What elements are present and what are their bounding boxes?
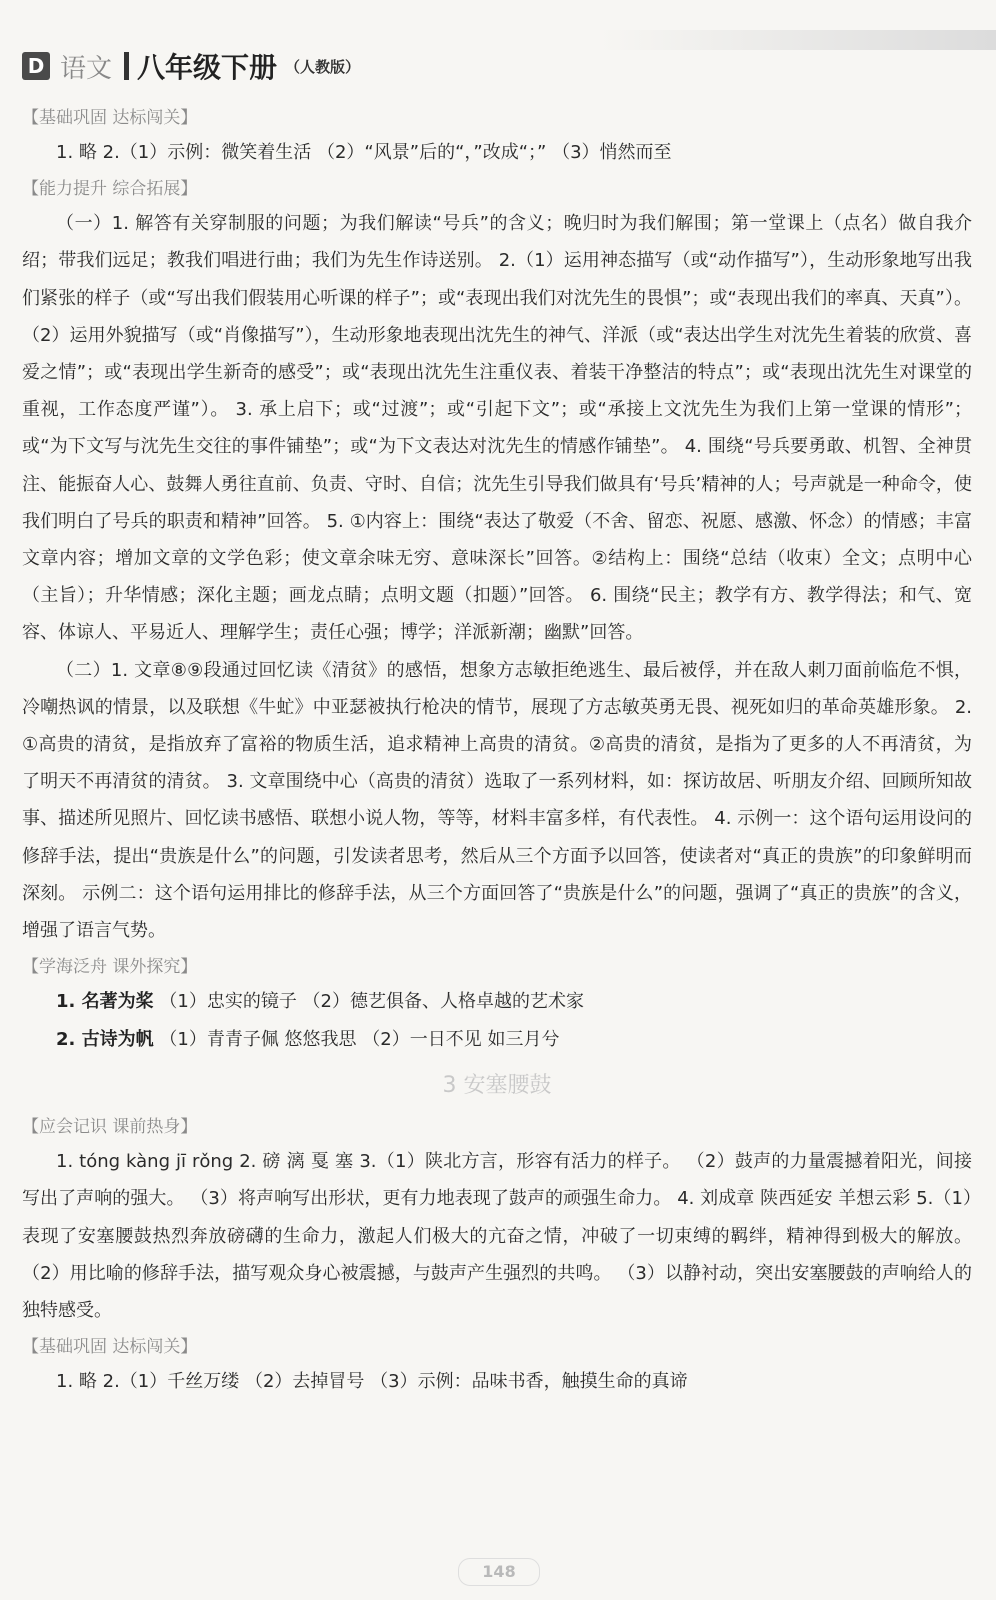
- item-heading: 2. 古诗为帆: [56, 1029, 154, 1051]
- answer-content: [22, 100, 972, 1400]
- answer-paragraph: 1. 略 2.（1）示例：微笑着生活 （2）“风景”后的“，”改成“；” （3）悄然而至: [56, 142, 672, 163]
- answer-line: [22, 983, 972, 1021]
- item-body: （1）青青子佩 悠悠我思 （2）一日不见 如三月兮: [159, 1029, 560, 1051]
- subject-label: 语文: [60, 53, 113, 84]
- answer-paragraph: （一）1. 解答有关穿制服的问题；为我们解读“号兵”的含义；晚归时为我们解围；第一堂课上（点名）做自我介绍；带我们远足；教我们唱进行曲；我们为先生作诗送别。 2.（1）运用神态描写（或“动作描写”），生动形象地写出我们紧张的样子（或“写出我们假装用心听课的样子”；或“表现出我们对沈先生的畏惧”；或“表现出我们的率真、天真”）。（2）运用外貌描写（或“肖像描写”），生动形象地表现出沈先生的神气、洋派（或“表达出学生对沈先生着装的欣赏、喜爱之情”；或“表现出学生新奇的感受”；或“表现出沈先生注重仪表、着装干净整洁的特点”；或“表现出沈先生对课堂的重视，工作态度严谨”）。 3. 承上启下；或“过渡”；或“引起下文”；或“承接上文沈先生为我们上第一堂课的情形”；或“为下文写与沈先生交往的事件铺垫”；或“为下文表达对沈先生的情感作铺垫”。 4. 围绕“号兵要勇敢、机智、全神贯注、能振奋人心、鼓舞人勇往直前、负责、守时、自信；沈先生引导我们做具有‘号兵’精神的人；号声就是一种命令，使我们明白了号兵的职责和精神”回答。 5. ①内容上：围绕“表达了敬爱（不舍、留恋、祝愿、感激、怀念）的情感；丰富文章内容；增加文章的文学色彩；使文章余味无穷、意味深长”回答。②结构上：围绕“总结（收束）全文；点明中心（主旨）；升华情感；深化主题；画龙点睛；点明文题（扣题）”回答。 6. 围绕“民主；教学有方、教学得法；和气、宽容、体谅人、平易近人、理解学生；责任心强；博学；洋派新潮；幽默”回答。: [22, 213, 972, 644]
- section-heading: 【基础巩固 达标闯关】: [22, 1337, 198, 1358]
- section-heading: 【应会记识 课前热身】: [22, 1117, 198, 1138]
- lesson-title: 3 安塞腰鼓: [442, 1073, 552, 1099]
- section-heading: 【学海泛舟 课外探究】: [22, 957, 198, 978]
- answer-paragraph: 1. tóng kàng jī rǒng 2. 磅 漓 戛 塞 3.（1）陕北方言，形容有活力的样子。 （2）鼓声的力量震撼着阳光，间接写出了声响的强大。 （3）将声响写出形状，更有力地表现了鼓声的顽强生命力。 4. 刘成章 陕西延安 羊想云彩 5.（1）表现了安塞腰鼓热烈奔放磅礴的生命力，激起人们极大的亢奋之情，冲破了一切束缚的羁绊，精神得到极大的解放。 （2）用比喻的修辞手法，描写观众身心被震撼，与鼓声产生强烈的共鸣。 （3）以静衬动，突出安塞腰鼓的声响给人的独特感受。: [22, 1151, 972, 1322]
- answer-paragraph: 1. 略 2.（1）千丝万缕 （2）去掉冒号 （3）示例：品味书香，触摸生命的真谛: [56, 1371, 688, 1393]
- page-top-shadow: [600, 30, 996, 50]
- section-heading: 【能力提升 综合拓展】: [22, 179, 198, 200]
- section-heading: 【基础巩固 达标闯关】: [22, 108, 198, 128]
- grade-label: 八年级下册: [137, 51, 278, 84]
- header-divider: [124, 52, 129, 80]
- page-number: 148: [458, 1558, 540, 1586]
- answer-paragraph: （二）1. 文章⑧⑨段通过回忆读《清贫》的感悟，想象方志敏拒绝逃生、最后被俘，并在敌人刺刀面前临危不惧，冷嘲热讽的情景，以及联想《牛虻》中亚瑟被执行枪决的情节，展现了方志敏英勇无畏、视死如归的革命英雄形象。 2. ①高贵的清贫，是指放弃了富裕的物质生活，追求精神上高贵的清贫。②高贵的清贫，是指为了更多的人不再清贫，为了明天不再清贫的清贫。 3. 文章围绕中心（高贵的清贫）选取了一系列材料，如：探访故居、听朋友介绍、回顾所知故事、描述所见照片、回忆读书感悟、联想小说人物，等等，材料丰富多样，有代表性。 4. 示例一：这个语句运用设问的修辞手法，提出“贵族是什么”的问题，引发读者思考，然后从三个方面予以回答，使读者对“真正的贵族”的印象鲜明而深刻。 示例二：这个语句运用排比的修辞手法，从三个方面回答了“贵族是什么”的问题，强调了“真正的贵族”的含义，增强了语言气势。: [22, 659, 972, 942]
- edition-label: （人教版）: [285, 57, 361, 76]
- item-heading: 1. 名著为桨: [56, 991, 154, 1013]
- item-body: （1）忠实的镜子 （2）德艺俱备、人格卓越的艺术家: [159, 991, 584, 1013]
- page-header: [22, 48, 360, 84]
- subject-badge: D: [22, 52, 50, 80]
- answer-line: [22, 1021, 972, 1059]
